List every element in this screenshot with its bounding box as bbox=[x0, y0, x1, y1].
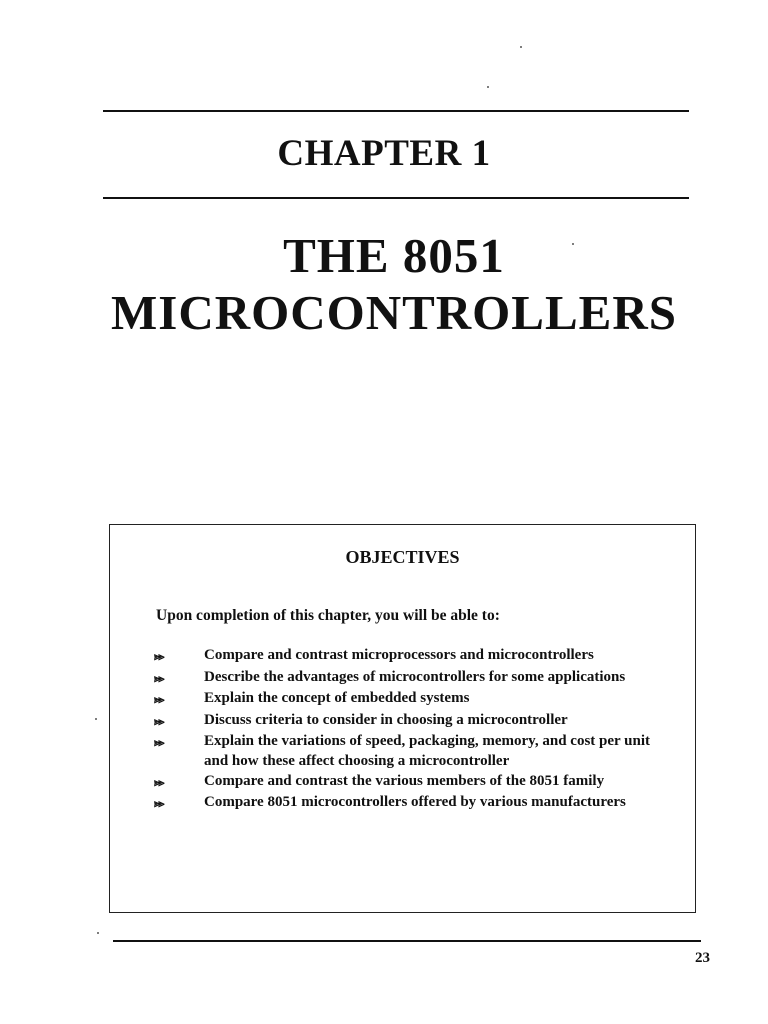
objective-item bbox=[154, 772, 674, 794]
objective-item bbox=[154, 668, 674, 690]
double-arrow-bullet-icon: ⪢⪢ bbox=[154, 776, 163, 789]
double-arrow-bullet-icon: ⪢⪢ bbox=[154, 715, 163, 728]
objectives-box bbox=[109, 524, 696, 913]
objective-text: Explain the variations of speed, packaging, memory, and cost per unit and how these affect choosing a microcontroller bbox=[204, 733, 651, 769]
scan-speck bbox=[572, 243, 574, 245]
chapter-title-line-1: THE 8051 bbox=[283, 228, 505, 283]
double-arrow-bullet-icon: ⪢⪢ bbox=[154, 694, 163, 707]
objectives-heading: OBJECTIVES bbox=[345, 547, 460, 567]
chapter-label: CHAPTER 1 bbox=[277, 133, 491, 174]
scan-speck bbox=[487, 86, 489, 88]
objectives-list bbox=[154, 646, 674, 815]
double-arrow-bullet-icon: ⪢⪢ bbox=[154, 798, 163, 811]
objective-item bbox=[154, 732, 674, 771]
objective-item bbox=[154, 793, 674, 815]
objective-text: Discuss criteria to consider in choosing a microcontroller bbox=[204, 711, 568, 728]
objective-text: Compare and contrast microprocessors and microcontrollers bbox=[204, 647, 594, 663]
bottom-rule bbox=[113, 940, 701, 942]
objective-text: Explain the concept of embedded systems bbox=[204, 690, 470, 707]
page-number: 23 bbox=[695, 950, 710, 966]
double-arrow-bullet-icon: ⪢⪢ bbox=[154, 737, 163, 750]
objective-item bbox=[154, 689, 674, 711]
double-arrow-bullet-icon: ⪢⪢ bbox=[154, 651, 163, 663]
objective-item bbox=[154, 711, 674, 733]
objective-text: Compare 8051 microcontrollers offered by various manufacturers bbox=[204, 794, 626, 811]
scan-speck bbox=[95, 718, 97, 720]
double-arrow-bullet-icon: ⪢⪢ bbox=[154, 672, 163, 685]
scan-speck bbox=[97, 932, 99, 934]
objectives-intro: Upon completion of this chapter, you will be able to: bbox=[156, 607, 500, 624]
scan-speck bbox=[520, 46, 522, 48]
objective-text: Describe the advantages of microcontrollers for some applications bbox=[204, 668, 626, 685]
middle-rule bbox=[103, 197, 689, 199]
objective-text: Compare and contrast the various members of the 8051 family bbox=[204, 772, 605, 789]
objective-item bbox=[154, 646, 674, 668]
chapter-title-line-2: MICROCONTROLLERS bbox=[111, 285, 677, 340]
top-rule bbox=[103, 110, 689, 112]
